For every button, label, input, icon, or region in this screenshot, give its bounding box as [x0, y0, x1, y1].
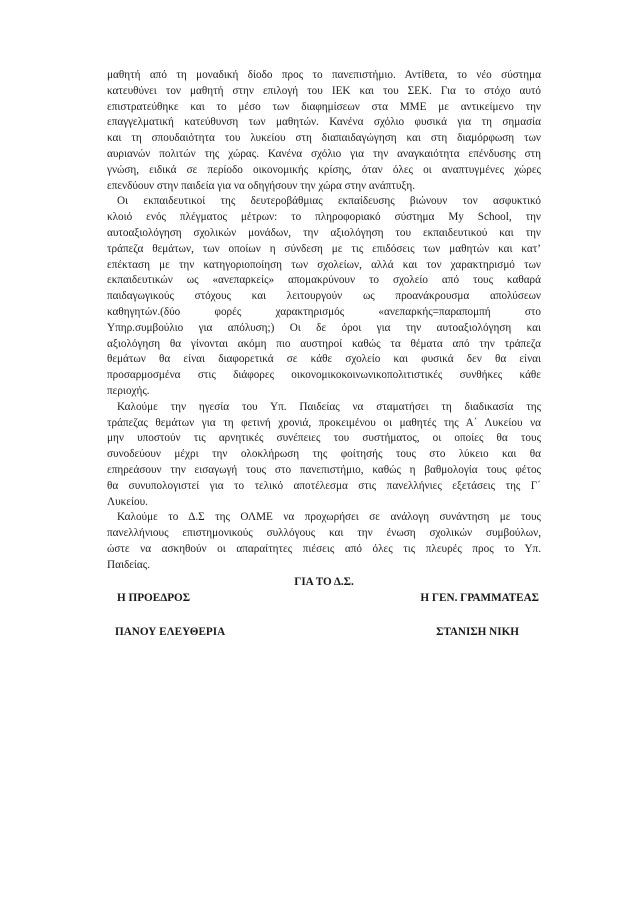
body-text [107, 68, 541, 574]
text-line: τράπεζας θεμάτων για τη φετινή χρονιά, προκειμένου οι μαθητές της Α΄ Λυκείου να [107, 416, 541, 429]
signature-roles [107, 591, 541, 607]
text-line: αυριανών πολιτών της χώρας. Κανένα σχόλιο για την αναγκαιότητα επένδυσης στη [107, 147, 541, 160]
text-line: παιδαγωγικούς στόχους και λειτουργούν ως προανάκρουσμα απολύσεων [107, 290, 541, 303]
text-line: αξιολόγηση θα γίνονται ακόμη πιο αυστηροί καθώς τα θέματα από την τράπεζα [107, 337, 541, 350]
text-line: επιστρατεύθηκε και το μέσο των διαφημίσεων στα ΜΜΕ με αντικείμενο την [107, 100, 541, 113]
signature-heading: ΓΙΑ ΤΟ Δ.Σ. [294, 575, 354, 588]
text-line: κλοιό ενός πλέγματος μέτρων: το πληροφοριακό σύστημα My School, την [107, 211, 541, 224]
text-line: κατευθύνει τον μαθητή στην επιλογή του ΙΕΚ και του ΣΕΚ. Για το στόχο αυτό [107, 84, 541, 97]
text-line: γνώση, ειδικά σε περίοδο οικονομικής κρίσης, όταν όλες οι αναπτυγμένες χώρες [107, 163, 541, 176]
text-line: θεμάτων θα είναι διαφορετικά σε κάθε σχολείο και φυσικά δεν θα είναι [107, 353, 541, 366]
text-line: εκπαιδευτικών ως «ανεπαρκείς» απομακρύνουν το σχολείο από τους καθαρά [107, 274, 541, 287]
text-line: και τη σπουδαιότητα του λυκείου στη διαπαιδαγώγηση και στη διαμόρφωση των [107, 132, 541, 145]
text-line: ώστε να ασκηθούν οι απαραίτητες πιέσεις από όλες τις πλευρές προς το Υπ. [107, 542, 541, 555]
text-line: μαθητή από τη μοναδική δίοδο προς το πανεπιστήμιο. Αντίθετα, το νέο σύστημα [107, 69, 541, 81]
document-page [107, 68, 541, 640]
text-line: συνοδεύουν μέχρι την ολοκλήρωση της φοίτησής τους στο λύκειο και θα [107, 448, 541, 461]
text-line: περιοχής. [107, 384, 150, 397]
text-line: καθηγητών.(δύο φορές χαρακτηρισμός «ανεπαρκής=παραπομπή στο [107, 305, 541, 318]
text-line: προσαρμοσμένα στις διάφορες οικονομικοκοινωνικοπολιτιστικές συνθήκες κάθε [107, 369, 541, 382]
text-line: Λυκείου. [107, 495, 148, 508]
text-line: Παιδείας. [107, 558, 151, 571]
text-line: Καλούμε την ηγεσία του Υπ. Παιδείας να σταματήσει τη διαδικασία της [117, 400, 541, 413]
text-line: Υπηρ.συμβούλιο για απόλυση;) Οι δε όροι για την αυτοαξιολόγηση και [107, 321, 541, 334]
text-line: επηρεάσουν την εισαγωγή τους στο πανεπιστήμιο, καθώς η βαθμολογία τους φέτος [107, 463, 541, 476]
text-line: μην υποστούν τις αρνητικές συνέπειες του συστήματος, οι οποίες θα τους [107, 432, 541, 445]
text-line: αυτοαξιολόγηση σχολικών μονάδων, την αξιολόγηση του εκπαιδευτικού και την [107, 226, 541, 239]
text-line: θα συνυπολογιστεί για το τελικό αποτέλεσμα στις πανελλήνιες εξετάσεις της Γ΄ [107, 479, 541, 492]
president-name: ΠΑΝΟΥ ΕΛΕΥΘΕΡΙΑ [115, 625, 226, 638]
secretary-name: ΣΤΑΝΙΣΗ ΝΙΚΗ [436, 625, 519, 638]
text-line: Οι εκπαιδευτικοί της δευτεροβάθμιας εκπαίδευσης βιώνουν τον ασφυκτικό [117, 195, 541, 208]
text-line: επέκταση με την κατηγοριοποίηση των σχολείων, αλλά και τον χαρακτηρισμό των [107, 258, 541, 271]
text-line: πανελλήνιους επιστημονικούς συλλόγους και την ένωση σχολικών συμβούλων, [107, 527, 541, 540]
president-role: Η ΠΡΟΕΔΡΟΣ [117, 591, 191, 604]
secretary-role: Η ΓΕΝ. ΓΡΑΜΜΑΤΕΑΣ [420, 591, 539, 604]
text-line: επαγγελματική κατεύθυνση των μαθητών. Κανένα σχόλιο φυσικά για τη σημασία [107, 116, 541, 129]
text-line: επενδύουν στην παιδεία για να οδηγήσουν την χώρα στην ανάπτυξη. [107, 179, 416, 192]
text-line: Καλούμε το Δ.Σ της ΟΛΜΕ να προχωρήσει σε ανάλογη συνάντηση με τους [117, 511, 541, 524]
text-line: τράπεζα θεμάτων, των οποίων η σύνδεση με τις επιδόσεις των μαθητών και κατ’ [107, 242, 541, 255]
signature-names [107, 625, 541, 641]
